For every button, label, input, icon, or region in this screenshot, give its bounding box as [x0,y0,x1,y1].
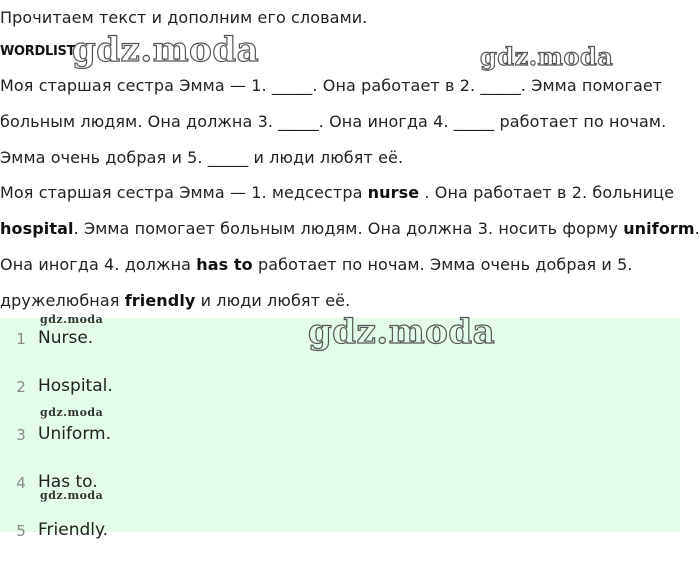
solution-line-3 [0,255,680,275]
watermark-logo: gdz.moda [40,313,104,326]
answer-word: has to [196,255,253,274]
item-number: 2 [16,378,26,396]
watermark-logo: gdz.moda [40,489,104,502]
item-text: Has to. [38,472,98,492]
solution-line-2 [0,219,700,239]
item-text: Friendly. [38,520,109,540]
solution-text: . [694,219,700,238]
watermark-logo: gdz.moda [308,312,496,352]
answer-word: nurse [367,183,420,202]
solution-line-4 [0,291,680,311]
item-number: 5 [16,522,26,540]
item-text: Nurse. [38,328,94,348]
watermark-logo: gdz.moda [480,42,614,71]
item-number: 4 [16,474,26,492]
watermark-logo: gdz.moda [40,406,104,419]
task-line-3: Эмма очень добрая и 5. _____ и люди любят её. [0,148,404,167]
task-line-1: Моя старшая сестра Эмма — 1. _____. Она работает в 2. _____. Эмма помогает [0,76,663,95]
task-line-2: больным людям. Она должна 3. _____. Она иногда 4. _____ работает по ночам. [0,112,667,131]
item-text: Uniform. [38,424,111,444]
solution-text: дружелюбная [0,291,125,310]
intro-text: Прочитаем текст и дополним его словами. [0,8,368,27]
solution-text: и люди любят её. [195,291,351,310]
solution-line-1 [0,183,680,203]
solution-text: Она иногда 4. должна [0,255,197,274]
solution-text: . Эмма помогает больным людям. Она должна 3. носить форму [73,219,624,238]
solution-text: . Она работает в 2. больнице [419,183,675,202]
watermark-logo: gdz.moda [72,30,260,70]
solution-text: Моя старшая сестра Эмма — 1. медсестра [0,183,368,202]
answers-panel [0,312,680,540]
answer-word: hospital [0,219,74,238]
answer-word: friendly [124,291,196,310]
answer-word: uniform [623,219,695,238]
item-number: 1 [16,330,26,348]
solution-text: работает по ночам. Эмма очень добрая и 5. [252,255,633,274]
wordlist-label: WORDLIST [0,44,76,59]
item-number: 3 [16,426,26,444]
item-text: Hospital. [38,376,113,396]
